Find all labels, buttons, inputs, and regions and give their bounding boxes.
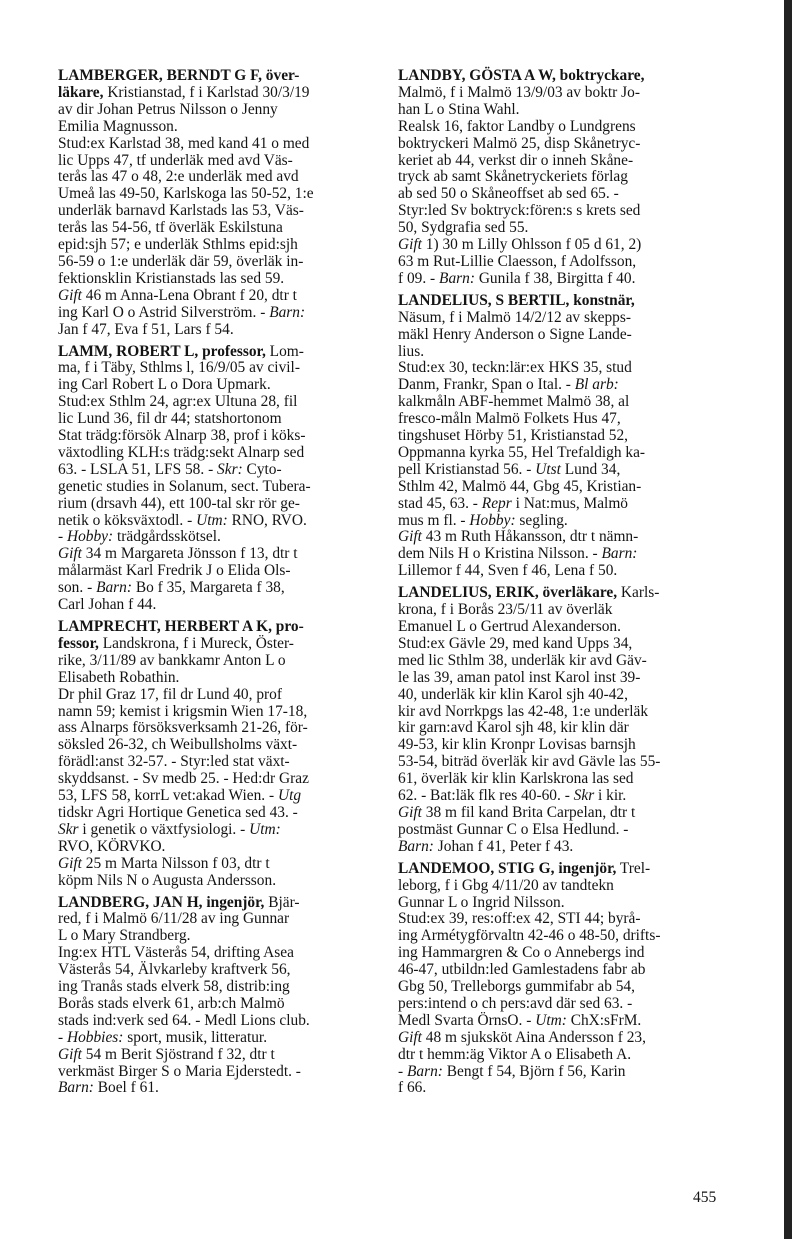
entry-line: växtodling KLH:s trädg:sekt Alnarp sed — [58, 443, 305, 461]
entry-line: Elisabeth Robathin. — [58, 668, 180, 686]
entry-line: Dr phil Graz 17, fil dr Lund 40, prof — [58, 685, 282, 703]
entry-line: 46-47, utbildn:led Gamlestadens fabr ab — [398, 961, 646, 979]
entry-line: Stud:ex Sthlm 24, agr:ex Ultuna 28, fil — [58, 393, 298, 411]
entry-line: Borås stads elverk 61, arb:ch Malmö — [58, 994, 285, 1012]
entry-line: - Barn: Bengt f 54, Björn f 56, Karin — [398, 1062, 626, 1080]
entry-line: dtr t hemm:äg Viktor A o Elisabeth A. — [398, 1045, 632, 1063]
entry-line: Oppmanna kyrka 55, Hel Trefaldigh ka- — [398, 443, 646, 461]
entry-line: Gbg 50, Trelleborgs gummifabr ab 54, — [398, 978, 635, 996]
entry-line: pers:intend o ch pers:avd där sed 63. - — [398, 994, 633, 1012]
biography-entry — [58, 68, 369, 339]
entry-line: Gift 43 m Ruth Håkansson, dtr t nämn- — [398, 528, 639, 546]
scan-edge — [784, 0, 792, 1239]
entry-line: av dir Johan Petrus Nilsson o Jenny — [58, 100, 278, 118]
entry-line: målarmäst Karl Fredrik J o Elida Ols- — [58, 562, 291, 580]
entry-line: med lic Sthlm 38, underläk kir avd Gäv- — [398, 651, 647, 669]
entry-name: LAMM, ROBERT L, professor, Lom- — [58, 342, 304, 360]
biography-entry — [58, 619, 369, 890]
biography-entry — [58, 895, 369, 1098]
entry-line: terås las 47 o 48, 2:e underläk med avd — [58, 168, 299, 186]
entry-line: kir garn:avd Karol sjh 48, kir klin där — [398, 719, 629, 737]
biography-entry — [398, 585, 709, 856]
page-number: 455 — [693, 1189, 717, 1206]
entry-line: fessor, Landskrona, f i Mureck, Öster- — [58, 634, 294, 652]
entry-line: ing Hammargren & Co o Annebergs ind — [398, 944, 645, 962]
entry-line: terås las 54-56, tf överläk Eskilstuna — [58, 219, 283, 237]
entry-line: boktryckeri Malmö 25, disp Skånetryc- — [398, 134, 641, 152]
entry-line: ass Alnarps försöksverksamh 21-26, för- — [58, 719, 308, 737]
entry-name: LANDBY, GÖSTA A W, boktryckare, — [398, 67, 645, 84]
entry-line: Sthlm 42, Malmö 44, Gbg 45, Kristian- — [398, 477, 642, 495]
entry-line: Skr i genetik o växtfysiologi. - Utm: — [58, 820, 281, 838]
entry-line: 53-54, biträd överläk kir avd Gävle las 55- — [398, 753, 661, 771]
entry-line: son. - Barn: Bo f 35, Margareta f 38, — [58, 579, 285, 597]
entry-line: f 66. — [398, 1079, 427, 1097]
entry-line: krona, f i Borås 23/5/11 av överläk — [398, 601, 613, 619]
entry-line: Gift 1) 30 m Lilly Ohlsson f 05 d 61, 2) — [398, 236, 642, 254]
entry-line: ing Tranås stads elverk 58, distrib:ing — [58, 978, 290, 996]
entry-line: 50, Sydgrafia sed 55. — [398, 219, 529, 237]
entry-line: 49-53, kir klin Kronpr Lovisas barnsjh — [398, 736, 636, 754]
entry-line: 63 m Rut-Lillie Claesson, f Adolfsson, — [398, 252, 637, 270]
entry-line: genetic studies in Solanum, sect. Tubera- — [58, 477, 311, 495]
entry-line: keriet ab 44, verkst dir o inneh Skåne- — [398, 151, 634, 169]
entry-line: skyddsanst. - Sv medb 25. - Hed:dr Graz — [58, 770, 309, 788]
entry-line: kir avd Norrkpgs las 42-48, 1:e underläk — [398, 702, 649, 720]
entry-line: Näsum, f i Malmö 14/2/12 av skepps- — [398, 308, 631, 326]
entry-name: LANDBERG, JAN H, ingenjör, Bjär- — [58, 893, 300, 911]
entry-name: LAMBERGER, BERNDT G F, över- — [58, 67, 300, 84]
entry-line: Stud:ex 30, teckn:lär:ex HKS 35, stud — [398, 359, 632, 377]
entry-line: Gift 48 m sjuksköt Aina Andersson f 23, — [398, 1028, 646, 1046]
entry-line: stads ind:verk sed 64. - Medl Lions club. — [58, 1011, 310, 1029]
entry-line: Stud:ex Karlstad 38, med kand 41 o med — [58, 134, 310, 152]
entry-line: mäkl Henry Anderson o Signe Lande- — [398, 325, 632, 343]
entry-line: 53, LFS 58, korrL vet:akad Wien. - Utg — [58, 787, 302, 805]
right-column — [398, 68, 709, 1102]
entry-line: epid:sjh 57; e underläk Sthlms epid:sjh — [58, 236, 298, 254]
entry-line: Stat trädg:försök Alnarp 38, prof i köks- — [58, 427, 306, 445]
entry-line: Gift 34 m Margareta Jönsson f 13, dtr t — [58, 545, 298, 563]
entry-line: 62. - Bat:läk flk res 40-60. - Skr i kir. — [398, 787, 627, 805]
entry-line: Västerås 54, Älvkarleby kraftverk 56, — [58, 961, 291, 979]
entry-line: Umeå las 49-50, Karlskoga las 50-52, 1:e — [58, 185, 314, 203]
entry-line: Barn: Johan f 41, Peter f 43. — [398, 837, 574, 855]
entry-line: ing Carl Robert L o Dora Upmark. — [58, 376, 271, 394]
entry-line: ab sed 50 o Skåneoffset ab sed 65. - — [398, 185, 619, 203]
entry-line: pell Kristianstad 56. - Utst Lund 34, — [398, 460, 621, 478]
entry-line: Danm, Frankr, Span o Ital. - Bl arb: — [398, 376, 619, 394]
entry-line: förädl:anst 32-57. - Styr:led stat växt- — [58, 753, 290, 771]
entry-line: kalkmåln ABF-hemmet Malmö 38, al — [398, 393, 630, 411]
entry-line: Stud:ex Gävle 29, med kand Upps 34, — [398, 634, 633, 652]
entry-name: LANDELIUS, ERIK, överläkare, Karls- — [398, 584, 660, 602]
entry-line: Emilia Magnusson. — [58, 117, 178, 135]
entry-line: - Hobbies: sport, musik, litteratur. — [58, 1028, 268, 1046]
entry-line: RVO, KÖRVKO. — [58, 837, 166, 855]
entry-line: - Hobby: trädgårdsskötsel. — [58, 528, 221, 546]
entry-line: Stud:ex 39, res:off:ex 42, STI 44; byrå- — [398, 910, 641, 928]
entry-line: leborg, f i Gbg 4/11/20 av tandtekn — [398, 876, 614, 894]
entry-line: tingshuset Hörby 51, Kristianstad 52, — [398, 427, 628, 445]
entry-line: Realsk 16, faktor Landby o Lundgrens — [398, 117, 636, 135]
biography-entry — [58, 344, 369, 615]
entry-line: 56-59 o 1:e underläk där 59, överläk in- — [58, 252, 304, 270]
entry-line: verkmäst Birger S o Maria Ejderstedt. - — [58, 1062, 301, 1080]
entry-line: Gift 25 m Marta Nilsson f 03, dtr t — [58, 854, 270, 872]
entry-line: mus m fl. - Hobby: segling. — [398, 511, 568, 529]
entry-name: LANDEMOO, STIG G, ingenjör, Trel- — [398, 859, 651, 877]
entry-line: 61, överläk kir klin Karlskrona las sed — [398, 770, 634, 788]
entry-line: Gift 38 m fil kand Brita Carpelan, dtr t — [398, 803, 636, 821]
biography-entry — [398, 861, 709, 1098]
entry-line: rike, 3/11/89 av bankkamr Anton L o — [58, 651, 286, 669]
entry-line: han L o Stina Wahl. — [398, 100, 520, 118]
entry-line: Gift 46 m Anna-Lena Obrant f 20, dtr t — [58, 286, 297, 304]
entry-line: Medl Svarta ÖrnsO. - Utm: ChX:sFrM. — [398, 1011, 642, 1029]
entry-line: stad 45, 63. - Repr i Nat:mus, Malmö — [398, 494, 628, 512]
entry-line: Carl Johan f 44. — [58, 596, 157, 614]
entry-line: köpm Nils N o Augusta Andersson. — [58, 871, 277, 889]
entry-line: namn 59; kemist i krigsmin Wien 17-18, — [58, 702, 308, 720]
biography-entry — [398, 293, 709, 580]
entry-line: lic Upps 47, tf underläk med avd Väs- — [58, 151, 293, 169]
entry-line: fresco-måln Malmö Folkets Hus 47, — [398, 410, 621, 428]
entry-line: red, f i Malmö 6/11/28 av ing Gunnar — [58, 910, 290, 928]
entry-line: lius. — [398, 342, 425, 360]
entry-line: Styr:led Sv boktryck:fören:s s krets sed — [398, 202, 641, 220]
entry-line: ing Karl O o Astrid Silverström. - Barn: — [58, 303, 306, 321]
entry-line: 63. - LSLA 51, LFS 58. - Skr: Cyto- — [58, 460, 282, 478]
entry-line: tidskr Agri Hortique Genetica sed 43. - — [58, 803, 298, 821]
entry-line: Malmö, f i Malmö 13/9/03 av boktr Jo- — [398, 83, 640, 101]
entry-line: tryck ab samt Skånetryckeriets förlag — [398, 168, 628, 186]
entry-name: LANDELIUS, S BERTIL, konstnär, — [398, 291, 635, 309]
entry-line: le las 39, aman patol inst Karol inst 39- — [398, 668, 641, 686]
entry-line: Emanuel L o Gertrud Alexanderson. — [398, 618, 621, 635]
entry-line: rium (drsavh 44), ett 100-tal skr rör ge- — [58, 494, 300, 512]
entry-line: underläk barnavd Karlstads las 53, Väs- — [58, 202, 304, 220]
entry-line: dem Nils H o Kristina Nilsson. - Barn: — [398, 545, 638, 563]
entry-line: fektionsklin Kristianstads las sed 59. — [58, 269, 285, 287]
entry-line: f 09. - Barn: Gunila f 38, Birgitta f 40. — [398, 269, 636, 287]
entry-line: ing Armétygförvaltn 42-46 o 48-50, drifts- — [398, 927, 661, 945]
entry-line: Gunnar L o Ingrid Nilsson. — [398, 893, 565, 911]
entry-line: ma, f i Täby, Sthlms l, 16/9/05 av civil- — [58, 359, 300, 377]
entry-line: Gift 54 m Berit Sjöstrand f 32, dtr t — [58, 1045, 275, 1063]
entry-line: Jan f 47, Eva f 51, Lars f 54. — [58, 320, 234, 338]
entry-line: 40, underläk kir klin Karol sjh 40-42, — [398, 685, 628, 703]
entry-line: postmäst Gunnar C o Elsa Hedlund. - — [398, 820, 629, 838]
biography-entry — [398, 68, 709, 288]
entry-name: LAMPRECHT, HERBERT A K, pro- — [58, 618, 304, 635]
entry-line: L o Mary Strandberg. — [58, 927, 191, 945]
left-column — [58, 68, 369, 1102]
entry-line: Ing:ex HTL Västerås 54, drifting Asea — [58, 944, 294, 962]
entry-line: lic Lund 36, fil dr 44; statshortonom — [58, 410, 282, 428]
entry-line: Lillemor f 44, Sven f 46, Lena f 50. — [398, 562, 618, 580]
entry-line: Barn: Boel f 61. — [58, 1079, 159, 1097]
entry-line: netik o köksväxtodl. - Utm: RNO, RVO. — [58, 511, 307, 529]
entry-line: söksled 26-32, ch Weibullsholms växt- — [58, 736, 298, 754]
entry-line: läkare, Kristianstad, f i Karlstad 30/3/19 — [58, 83, 310, 101]
